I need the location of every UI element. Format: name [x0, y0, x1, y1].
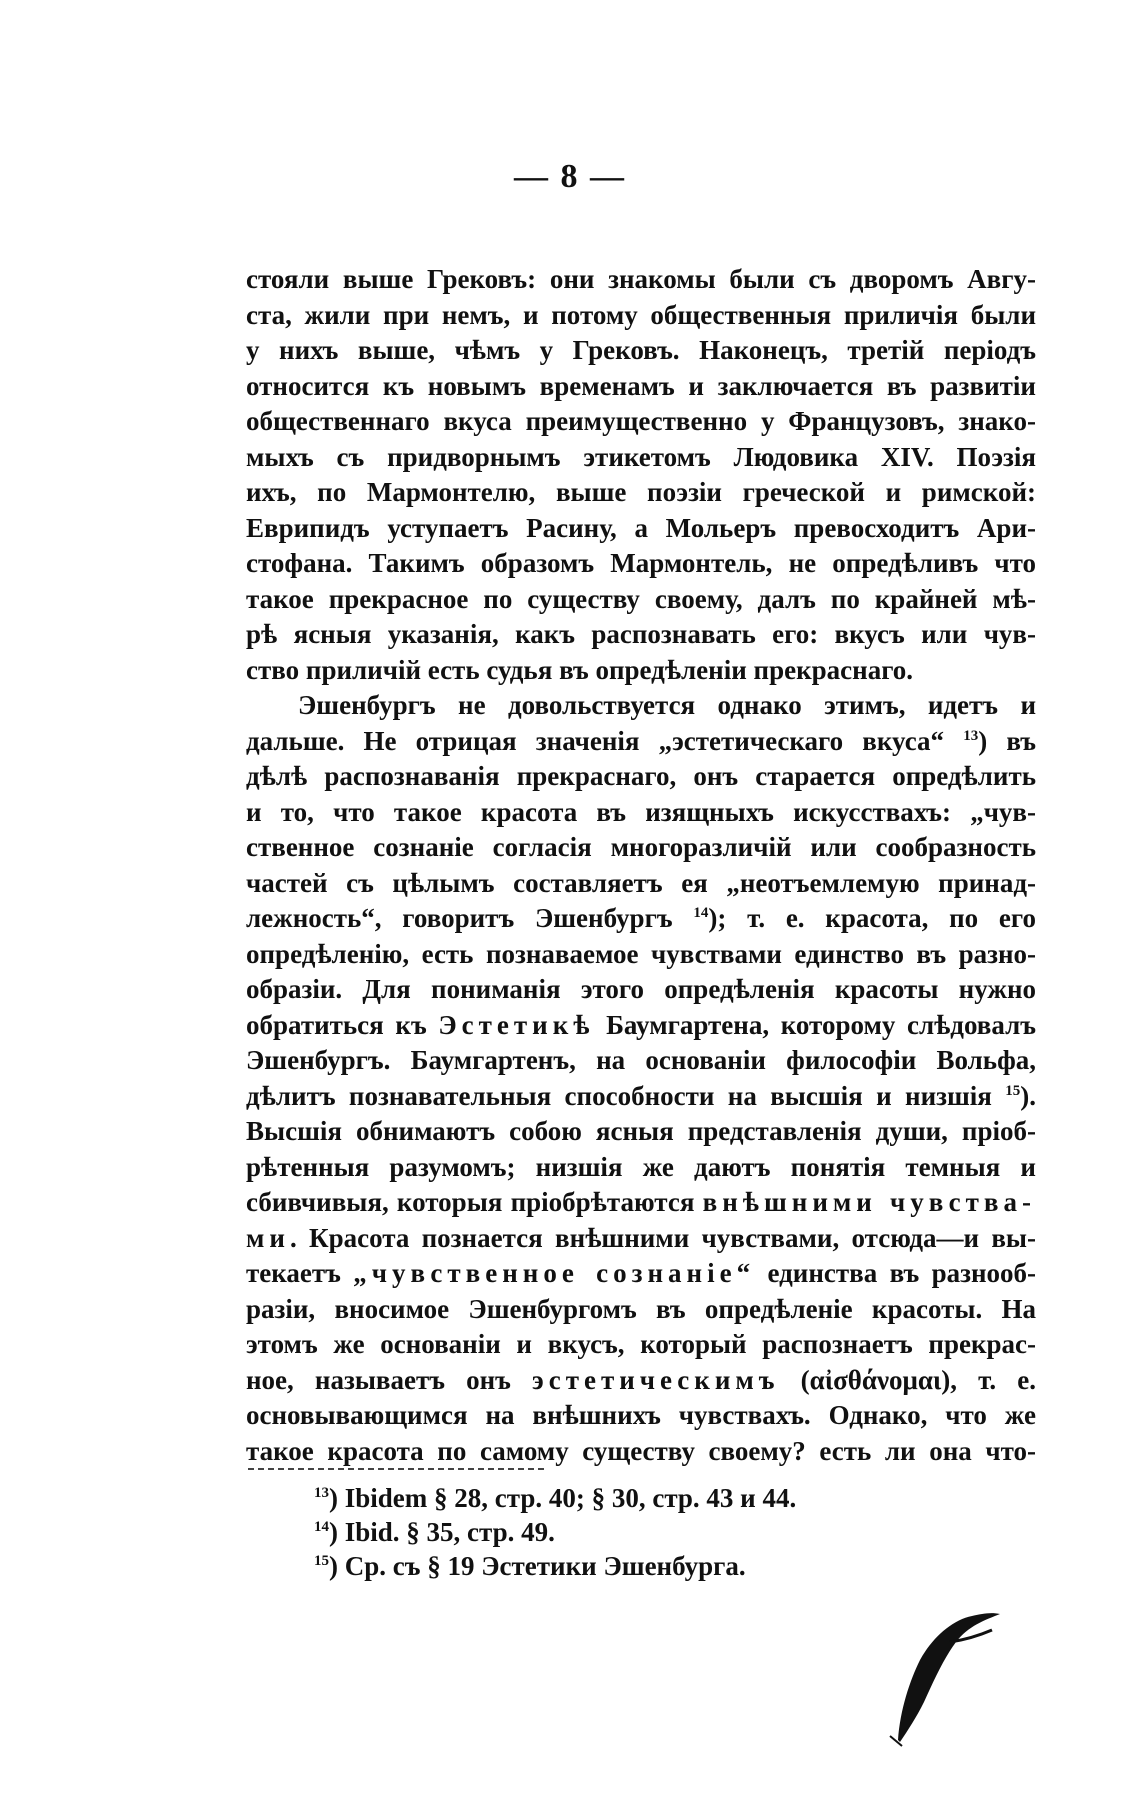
text-line: такое прекрасное по существу своему, далъ по крайней мѣ-	[246, 583, 1036, 614]
footnote-mark: 14	[314, 1519, 329, 1535]
text-line: общественнаго вкуса преимущественно у Французовъ, знако-	[246, 406, 1036, 436]
text-line	[246, 1363, 1036, 1399]
text-run: ное, называетъ онъ	[246, 1364, 533, 1395]
text-line: такое красота по самому существу своему? есть ли она что-	[246, 1435, 1036, 1466]
text-line	[246, 724, 1036, 760]
text-line: Еврипидъ уступаетъ Расину, а Мольеръ превосходитъ Ари-	[246, 512, 1036, 543]
text-run: текаетъ	[246, 1258, 354, 1288]
text-run: единства въ разнооб-	[755, 1258, 1036, 1288]
text-run: сбивчивыя, которыя пріобрѣтаются	[246, 1187, 703, 1217]
page-number: — 8 —	[514, 158, 626, 195]
text-run: лежность“, говоритъ Эшенбургъ	[246, 903, 694, 933]
footnote-ref-14: 14	[693, 905, 709, 921]
text-line: дѣлѣ распознаванія прекраснаго, онъ старается опредѣлить	[246, 761, 1036, 791]
spaced-emphasis: „чувственное сознаніе“	[353, 1258, 756, 1288]
text-line	[246, 901, 1036, 937]
text-line	[246, 1185, 1036, 1221]
text-line	[246, 1221, 1036, 1257]
spaced-emphasis: эстетическимъ	[532, 1364, 780, 1395]
text-run: ); т. е. красота, по его	[708, 903, 1036, 933]
text-line: рѣтенныя разумомъ; низшія же даютъ понятія темныя и	[246, 1151, 1036, 1182]
text-line: и то, что такое красота въ изящныхъ искусствахъ: „чув-	[246, 796, 1036, 827]
text-run: . Красота познается внѣшними чувствами, отсюда—и вы-	[289, 1222, 1036, 1253]
text-line: частей съ цѣлымъ составляетъ ея „неотъемлемую принад-	[246, 867, 1036, 898]
text-line: стояли выше Грековъ: они знакомы были съ дворомъ Авгу-	[246, 264, 1036, 294]
footnote-ref-13: 13	[963, 727, 979, 744]
footnote-mark: 15	[314, 1553, 329, 1569]
text-line: разіи, вносимое Эшенбургомъ въ опредѣленіе красоты. На	[246, 1293, 1036, 1324]
text-line: у нихъ выше, чѣмъ у Грековъ. Наконецъ, третій періодъ	[246, 335, 1036, 365]
text-line: Высшія обнимаютъ собою ясныя представленія души, пріоб-	[246, 1116, 1036, 1146]
footnote-separator	[248, 1468, 544, 1470]
spaced-emphasis: Эстетикѣ	[438, 1009, 595, 1040]
text-line: мыхъ съ придворнымъ этикетомъ Людовика XIV. Поэзія	[246, 441, 1036, 472]
text-run: Баумгартена, которому слѣдовалъ	[594, 1009, 1036, 1040]
text-line: образіи. Для пониманія этого опредѣленія красоты нужно	[246, 974, 1036, 1004]
text-run: (αἰσθάνομαι), т. е.	[779, 1364, 1036, 1395]
text-line	[246, 1256, 1036, 1292]
spaced-emphasis: внѣшними чувства-	[702, 1187, 1036, 1217]
text-line: ство приличій есть судья въ опредѣленіи прекраснаго.	[246, 654, 914, 685]
ink-mark	[860, 1590, 1010, 1750]
footnote-15	[314, 1549, 796, 1583]
footnote-text: ) Ibidem § 28, стр. 40; § 30, стр. 43 и 44.	[329, 1483, 797, 1513]
spaced-emphasis: ми	[246, 1222, 290, 1253]
text-run: обратиться къ	[246, 1009, 439, 1040]
text-run: ) въ	[978, 725, 1036, 756]
footnotes	[314, 1481, 796, 1583]
text-line: рѣ ясныя указанія, какъ распознавать его: вкусъ или чув-	[246, 619, 1036, 649]
text-line: стофана. Такимъ образомъ Мармонтель, не опредѣливъ что	[246, 548, 1036, 578]
text-run: дальше. Не отрицая значенія „эстетическаго вкуса“	[246, 725, 964, 756]
paragraph-first-line: Эшенбургъ не довольствуется однако этимъ, идетъ и	[298, 690, 1036, 720]
text-line: относится къ новымъ временамъ и заключается въ развитіи	[246, 370, 1036, 401]
text-line: Эшенбургъ. Баумгартенъ, на основаніи философіи Вольфа,	[246, 1045, 1036, 1075]
text-line: этомъ же основаніи и вкусъ, который распознаетъ прекрас-	[246, 1329, 1036, 1359]
text-run: дѣлитъ познавательныя способности на высшія и низшія	[246, 1080, 1006, 1111]
footnote-mark: 13	[314, 1485, 329, 1501]
text-line: ственное сознаніе согласія многоразличій или сообразность	[246, 832, 1036, 862]
text-line	[246, 1008, 1036, 1044]
footnote-ref-15: 15	[1005, 1082, 1021, 1099]
footnote-14	[314, 1515, 796, 1549]
text-run: ).	[1020, 1080, 1036, 1111]
text-line: ихъ, по Мармонтелю, выше поэзіи греческой и римской:	[246, 477, 1036, 507]
text-line: основывающимся на внѣшнихъ чувствахъ. Однако, что же	[246, 1400, 1036, 1430]
footnote-text: ) Ср. съ § 19 Эстетики Эшенбурга.	[329, 1551, 746, 1581]
body-text	[246, 262, 1036, 1469]
text-line	[246, 1079, 1036, 1115]
text-line: ста, жили при немъ, и потому общественныя приличія были	[246, 299, 1036, 330]
footnote-text: ) Ibid. § 35, стр. 49.	[329, 1517, 555, 1547]
text-line: опредѣленію, есть познаваемое чувствами единство въ разно-	[246, 938, 1036, 969]
footnote-13	[314, 1481, 796, 1515]
